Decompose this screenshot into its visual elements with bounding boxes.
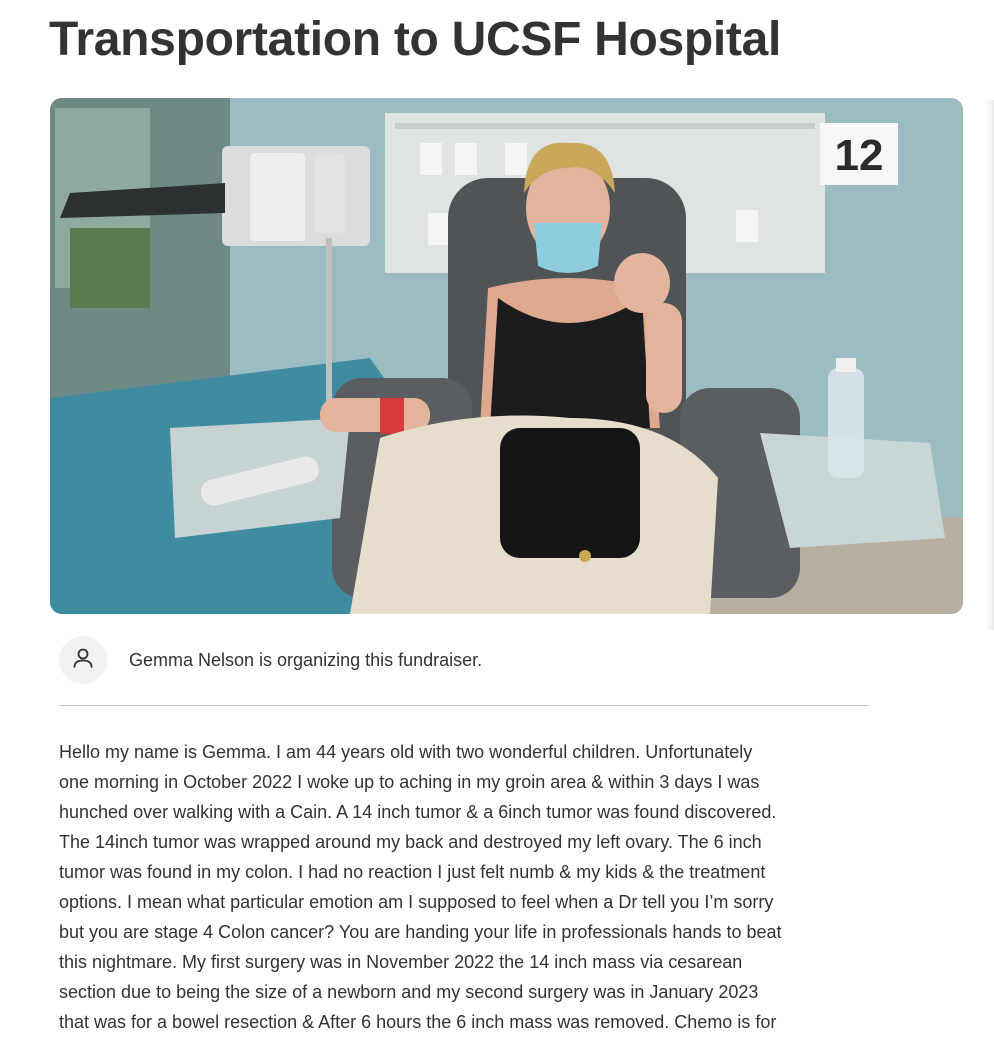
room-number-sign: 12: [834, 131, 884, 180]
story-line: one morning in October 2022 I woke up to aching in my groin area & within 3 days I was: [59, 772, 760, 792]
story-line: Hello my name is Gemma. I am 44 years old with two wonderful children. Unfortunately: [59, 742, 753, 762]
story-line: options. I mean what particular emotion am I supposed to feel when a Dr tell you I’m sorry: [59, 892, 774, 912]
story-line: that was for a bowel resection & After 6 hours the 6 inch mass was removed. Chemo is for: [59, 1012, 777, 1032]
story-line: but you are stage 4 Colon cancer? You are handing your life in professionals hands to beat: [59, 922, 782, 942]
story-line: this nightmare. My first surgery was in November 2022 the 14 inch mass via cesarean: [59, 952, 743, 972]
user-icon: [71, 646, 95, 675]
divider: [59, 705, 869, 706]
story-line: hunched over walking with a Cain. A 14 inch tumor & a 6inch tumor was found discovered.: [59, 802, 777, 822]
scrollbar-shadow: [986, 100, 994, 630]
story-line: The 14inch tumor was wrapped around my back and destroyed my left ovary. The 6 inch: [59, 832, 762, 852]
story-text: [59, 737, 879, 1037]
story-line: tumor was found in my colon. I had no reaction I just felt numb & my kids & the treatment: [59, 862, 766, 882]
story-line: section due to being the size of a newborn and my second surgery was in January 2023: [59, 982, 759, 1002]
organizer-row: [59, 636, 482, 684]
organizer-text: Gemma Nelson is organizing this fundraiser.: [129, 649, 483, 670]
avatar: [59, 636, 107, 684]
campaign-hero-image: [50, 98, 963, 614]
page-title: Transportation to UCSF Hospital: [49, 13, 782, 66]
